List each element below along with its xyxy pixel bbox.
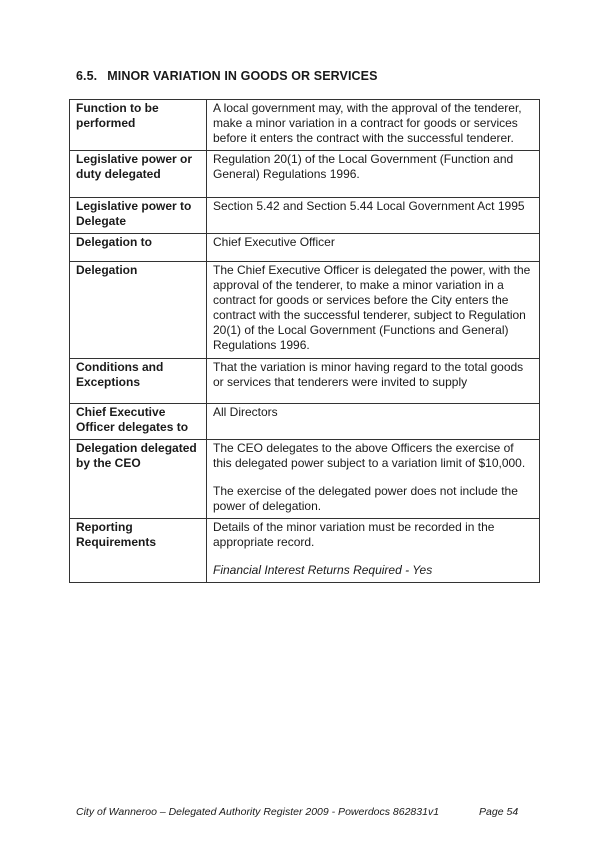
delegation-table [69, 99, 540, 583]
row-value [207, 519, 540, 583]
row-paragraph: The Chief Executive Officer is delegated the power, with the approval of the tenderer, to make a minor variation in a contract for goods or services before the City enters the contract with the successful tenderer, subject to Regulation 20(1) of the Local Government (Functions and General) Regulations 1996. [213, 263, 531, 352]
row-value [207, 262, 540, 359]
row-label: Reporting Requirements [70, 519, 207, 583]
row-paragraph: All Directors [213, 405, 278, 419]
row-label: Function to be performed [70, 100, 207, 151]
table-row [70, 100, 540, 151]
row-paragraph: Section 5.42 and Section 5.44 Local Government Act 1995 [213, 199, 525, 213]
table-row [70, 234, 540, 262]
footer-text: City of Wanneroo – Delegated Authority Register 2009 - Powerdocs 862831v1 [76, 806, 440, 818]
row-paragraph: That the variation is minor having regard to the total goods or services that tenderers were invited to supply [213, 360, 524, 389]
table-row [70, 440, 540, 519]
row-label: Legislative power to Delegate [70, 198, 207, 234]
row-value [207, 404, 540, 440]
table-row [70, 519, 540, 583]
row-paragraph: A local government may, with the approval of the tenderer, make a minor variation in a contract for goods or services before it enters the contract with the successful tenderer. [213, 101, 522, 145]
page-footer [76, 806, 518, 818]
row-paragraph: Chief Executive Officer [213, 235, 335, 249]
section-heading [76, 69, 378, 83]
row-value [207, 100, 540, 151]
table-row [70, 359, 540, 404]
row-value [207, 198, 540, 234]
row-label: Legislative power or duty delegated [70, 151, 207, 198]
row-label: Delegation [70, 262, 207, 359]
row-label: Delegation to [70, 234, 207, 262]
row-label: Conditions and Exceptions [70, 359, 207, 404]
row-paragraph: The exercise of the delegated power does not include the power of delegation. [213, 484, 518, 513]
table-row [70, 151, 540, 198]
table-row [70, 198, 540, 234]
table-row [70, 404, 540, 440]
page-number: Page 54 [479, 806, 519, 818]
row-value [207, 440, 540, 519]
row-paragraph: Financial Interest Returns Required - Yes [213, 563, 433, 577]
row-value [207, 359, 540, 404]
row-paragraph: Details of the minor variation must be recorded in the appropriate record. [213, 520, 495, 549]
section-number: 6.5. [76, 69, 98, 83]
row-label: Chief Executive Officer delegates to [70, 404, 207, 440]
row-label: Delegation delegated by the CEO [70, 440, 207, 519]
table-row [70, 262, 540, 359]
section-title: MINOR VARIATION IN GOODS OR SERVICES [107, 69, 378, 83]
row-paragraph: Regulation 20(1) of the Local Government (Function and General) Regulations 1996. [213, 152, 514, 181]
row-value [207, 151, 540, 198]
row-value [207, 234, 540, 262]
row-paragraph: The CEO delegates to the above Officers the exercise of this delegated power subject to a variation limit of $10,000. [213, 441, 526, 470]
